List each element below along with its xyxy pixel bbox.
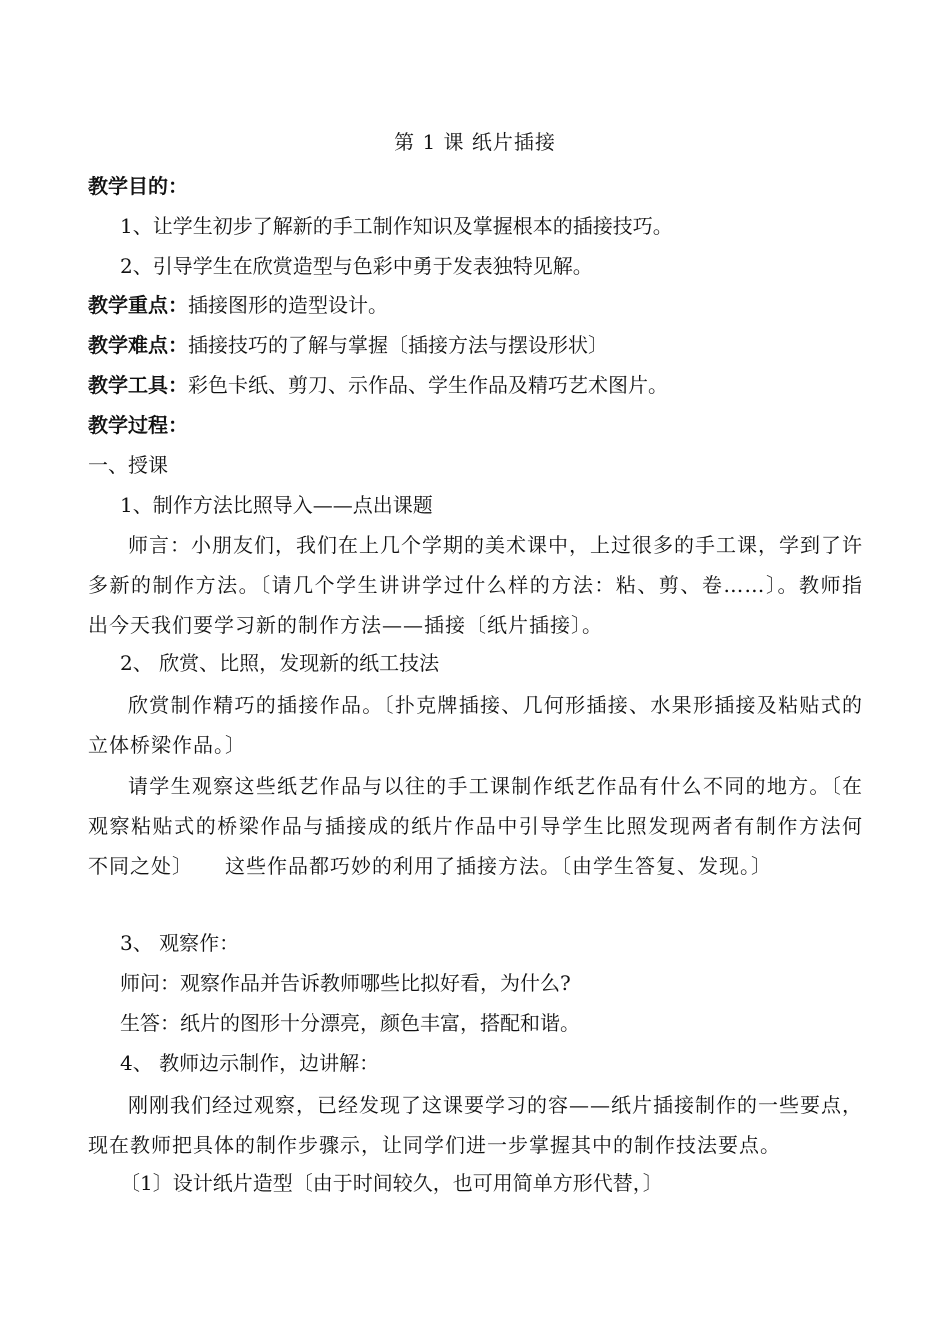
paragraph-intro: 师言：小朋友们，我们在上几个学期的美术课中，上过很多的手工课，学到了许多新的制作方法。〔请几个学生讲讲学过什么样的方法：粘、剪、卷……〕。教师指出今天我们要学习新的制作方法——插接〔纸片插接〕。 (88, 533, 863, 637)
step-4: 4、 教师边示制作，边讲解： (120, 1051, 380, 1075)
process-heading: 教学过程： (88, 413, 188, 437)
difficulty-text: 插接技巧的了解与掌握〔插接方法与摆设形状〕 (188, 333, 608, 357)
paragraph-demonstration: 刚刚我们经过观察，已经发现了这课要学习的容——纸片插接制作的一些要点，现在教师把具体的制作步骤示，让同学们进一步掌握其中的制作技法要点。 (88, 1093, 863, 1157)
step-1: 1、制作方法比照导入——点出课题 (120, 493, 433, 517)
step-3: 3、 观察作： (120, 931, 240, 955)
tools-label: 教学工具： (88, 373, 188, 397)
objective-item-1: 1、让学生初步了解新的手工制作知识及掌握根本的插接技巧。 (120, 214, 673, 238)
lesson-title: 第 1 课 纸片插接 (394, 130, 556, 154)
focus-text: 插接图形的造型设计。 (188, 293, 388, 317)
student-answer: 生答：纸片的图形十分漂亮，颜色丰富，搭配和谐。 (120, 1011, 580, 1035)
objectives-heading: 教学目的： (88, 174, 188, 198)
sub-step-1: 〔1〕设计纸片造型〔由于时间较久，也可用简单方形代替，〕 (120, 1171, 663, 1195)
teacher-question: 师问：观察作品并告诉教师哪些比拟好看，为什么? (120, 971, 571, 995)
objective-item-2: 2、引导学生在欣赏造型与色彩中勇于发表独特见解。 (120, 254, 593, 278)
section-1-heading: 一、授课 (88, 453, 168, 477)
paragraph-appreciation: 欣赏制作精巧的插接作品。〔扑克牌插接、几何形插接、水果形插接及粘贴式的立体桥梁作品。〕 (88, 693, 863, 757)
difficulty-label: 教学难点： (88, 333, 188, 357)
focus-line (88, 290, 388, 320)
step-2: 2、 欣赏、比照，发现新的纸工技法 (120, 651, 440, 675)
paragraph-observation: 请学生观察这些纸艺作品与以往的手工课制作纸艺作品有什么不同的地方。〔在观察粘贴式的桥梁作品与插接成的纸片作品中引导学生比照发现两者有制作方法何不同之处〕 这些作品都巧妙的利用了插接方法。〔由学生答复、发现。〕 (88, 774, 863, 878)
difficulty-line (88, 330, 608, 360)
focus-label: 教学重点： (88, 293, 188, 317)
tools-text: 彩色卡纸、剪刀、示作品、学生作品及精巧艺术图片。 (188, 373, 668, 397)
tools-line (88, 370, 668, 400)
